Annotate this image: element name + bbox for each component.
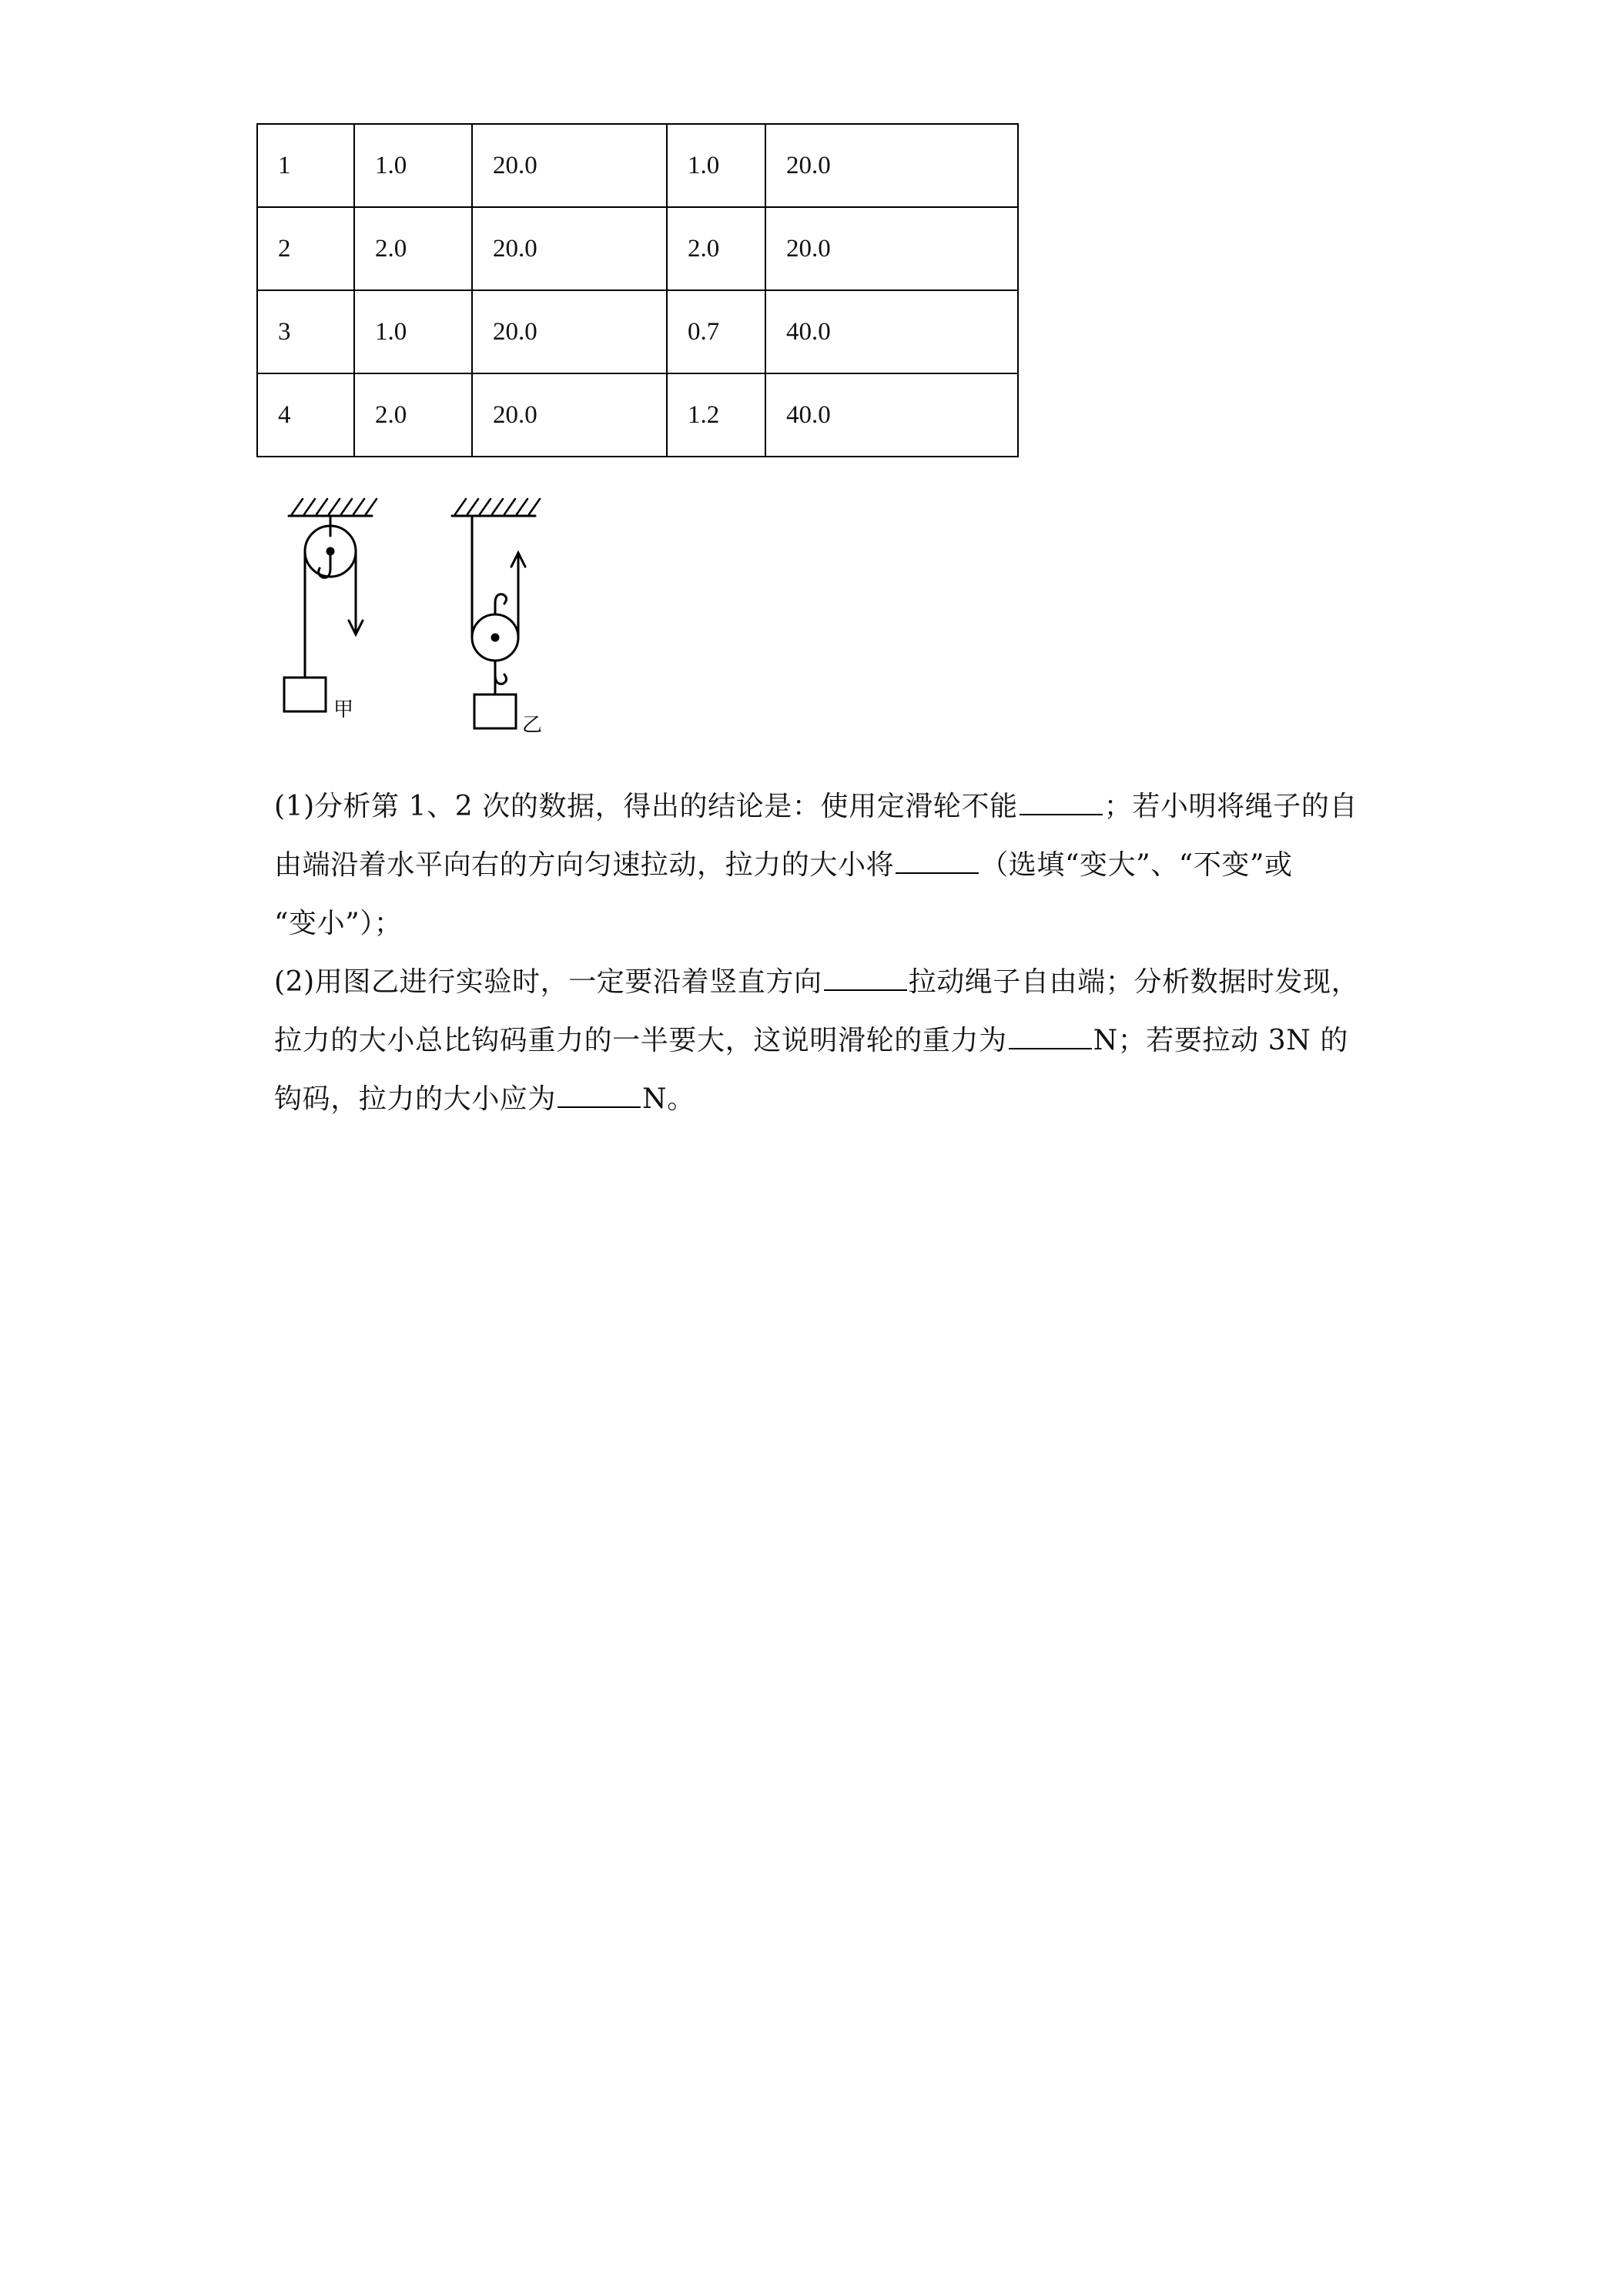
data-table <box>256 123 1019 457</box>
answer-blank[interactable] <box>896 849 979 874</box>
answer-blank[interactable] <box>824 966 907 991</box>
table-cell: 1.0 <box>354 124 472 207</box>
question-text: (2)用图乙进行实验时，一定要沿着竖直方向 <box>274 966 822 998</box>
table-row <box>257 290 1018 373</box>
question-2-line-3 <box>274 1070 1375 1129</box>
table-cell: 2 <box>257 207 354 290</box>
table-cell: 2.0 <box>667 207 765 290</box>
table-cell: 3 <box>257 290 354 373</box>
table-row <box>257 124 1018 207</box>
table-cell: 40.0 <box>765 373 1018 457</box>
figure-label-jia: 甲 <box>333 698 354 721</box>
question-text: 拉动绳子自由端；分析数据时发现， <box>908 966 1360 998</box>
table-cell: 1 <box>257 124 354 207</box>
pulley-axle <box>492 634 498 641</box>
table-cell: 1.0 <box>667 124 765 207</box>
answer-blank[interactable] <box>558 1083 641 1108</box>
ceiling-hatching <box>455 499 540 514</box>
table-cell: 0.7 <box>667 290 765 373</box>
question-1-line-2 <box>274 836 1375 895</box>
question-text: N。 <box>642 1083 695 1115</box>
question-text: “变小”）； <box>274 908 403 939</box>
pulley-figure <box>273 493 612 755</box>
fixed-pulley-diagram <box>284 499 377 721</box>
questions <box>274 778 1375 1129</box>
question-text: (1)分析第 1、2 次的数据，得出的结论是：使用定滑轮不能 <box>274 791 1018 822</box>
table-cell: 1.2 <box>667 373 765 457</box>
hook-icon <box>495 594 507 614</box>
question-text: N；若要拉动 3N 的 <box>1093 1025 1349 1056</box>
question-1-line-1 <box>274 778 1375 836</box>
question-text: 由端沿着水平向右的方向匀速拉动，拉力的大小将 <box>274 849 895 881</box>
table-cell: 2.0 <box>354 373 472 457</box>
table-cell: 1.0 <box>354 290 472 373</box>
table-cell: 20.0 <box>765 207 1018 290</box>
table-cell: 20.0 <box>472 290 667 373</box>
answer-blank[interactable] <box>1020 791 1103 815</box>
ceiling-hatching <box>292 499 377 514</box>
hook-icon <box>495 661 507 684</box>
table-cell: 20.0 <box>472 373 667 457</box>
table-row <box>257 373 1018 457</box>
table-cell: 4 <box>257 373 354 457</box>
weight-block <box>474 694 516 728</box>
table-row <box>257 207 1018 290</box>
question-1-line-3 <box>274 895 1375 953</box>
table-cell: 20.0 <box>472 207 667 290</box>
weight-block <box>284 678 326 711</box>
table-cell: 20.0 <box>765 124 1018 207</box>
question-2-line-2 <box>274 1012 1375 1070</box>
table-cell: 20.0 <box>472 124 667 207</box>
table-cell: 40.0 <box>765 290 1018 373</box>
question-text: 拉力的大小总比钩码重力的一半要大，这说明滑轮的重力为 <box>274 1025 1007 1056</box>
question-2-line-1 <box>274 953 1375 1012</box>
hook-icon <box>319 554 330 577</box>
question-text: ；若小明将绳子的自 <box>1103 791 1358 822</box>
question-text: （选填“变大”、“不变”或 <box>980 849 1293 881</box>
answer-blank[interactable] <box>1009 1025 1092 1049</box>
question-text: 钩码，拉力的大小应为 <box>274 1083 557 1115</box>
figure-label-yi: 乙 <box>522 714 543 737</box>
movable-pulley-diagram <box>452 499 542 737</box>
table-cell: 2.0 <box>354 207 472 290</box>
